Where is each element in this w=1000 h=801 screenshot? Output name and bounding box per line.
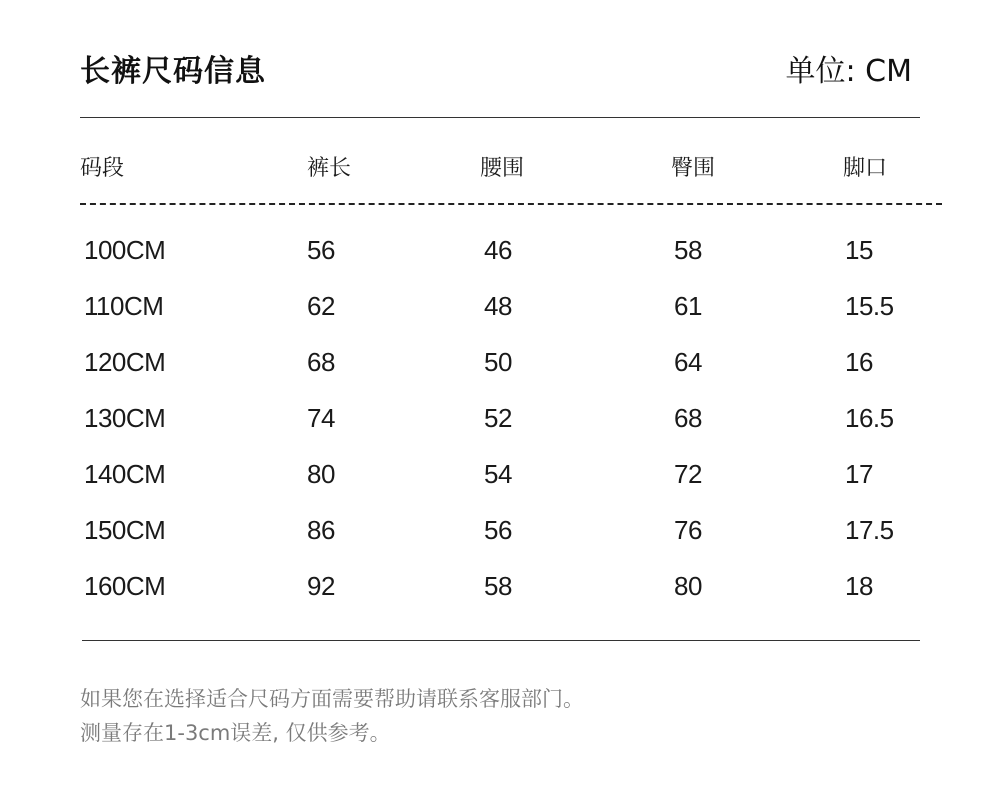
page-title: 长裤尺码信息 xyxy=(80,54,266,89)
bottom-divider xyxy=(82,640,920,641)
column-header-size-range: 码段 xyxy=(80,156,125,181)
unit-label: 单位: CM xyxy=(785,54,912,89)
column-header-pant-length: 裤长 xyxy=(307,156,352,181)
cell-hip: 72 xyxy=(674,459,702,489)
top-divider xyxy=(80,117,920,118)
cell-waist: 58 xyxy=(484,571,512,601)
cell-hip: 68 xyxy=(674,403,702,433)
cell-size: 120CM xyxy=(84,347,166,377)
cell-leg-opening: 15 xyxy=(845,235,873,265)
cell-pant-length: 62 xyxy=(307,291,335,321)
cell-waist: 46 xyxy=(484,235,512,265)
header-dashed-divider xyxy=(80,203,942,205)
cell-pant-length: 68 xyxy=(307,347,335,377)
cell-size: 100CM xyxy=(84,235,166,265)
cell-hip: 58 xyxy=(674,235,702,265)
cell-hip: 76 xyxy=(674,515,702,545)
cell-waist: 50 xyxy=(484,347,512,377)
cell-pant-length: 92 xyxy=(307,571,335,601)
cell-hip: 64 xyxy=(674,347,702,377)
cell-pant-length: 86 xyxy=(307,515,335,545)
column-header-hip: 臀围 xyxy=(671,156,716,181)
cell-waist: 54 xyxy=(484,459,512,489)
cell-hip: 61 xyxy=(674,291,702,321)
cell-pant-length: 74 xyxy=(307,403,335,433)
cell-leg-opening: 18 xyxy=(845,571,873,601)
cell-size: 150CM xyxy=(84,515,166,545)
cell-size: 160CM xyxy=(84,571,166,601)
column-header-waist: 腰围 xyxy=(480,156,525,181)
cell-pant-length: 56 xyxy=(307,235,335,265)
cell-leg-opening: 15.5 xyxy=(845,291,894,321)
cell-pant-length: 80 xyxy=(307,459,335,489)
cell-leg-opening: 16.5 xyxy=(845,403,894,433)
cell-hip: 80 xyxy=(674,571,702,601)
cell-leg-opening: 17.5 xyxy=(845,515,894,545)
cell-size: 140CM xyxy=(84,459,166,489)
cell-leg-opening: 17 xyxy=(845,459,873,489)
cell-waist: 56 xyxy=(484,515,512,545)
cell-waist: 48 xyxy=(484,291,512,321)
column-header-leg-opening: 脚口 xyxy=(843,156,888,181)
cell-size: 130CM xyxy=(84,403,166,433)
cell-size: 110CM xyxy=(84,291,164,321)
cell-waist: 52 xyxy=(484,403,512,433)
help-note: 如果您在选择适合尺码方面需要帮助请联系客服部门。 xyxy=(80,687,584,711)
cell-leg-opening: 16 xyxy=(845,347,873,377)
measurement-disclaimer: 测量存在1-3cm误差, 仅供参考。 xyxy=(80,721,391,745)
